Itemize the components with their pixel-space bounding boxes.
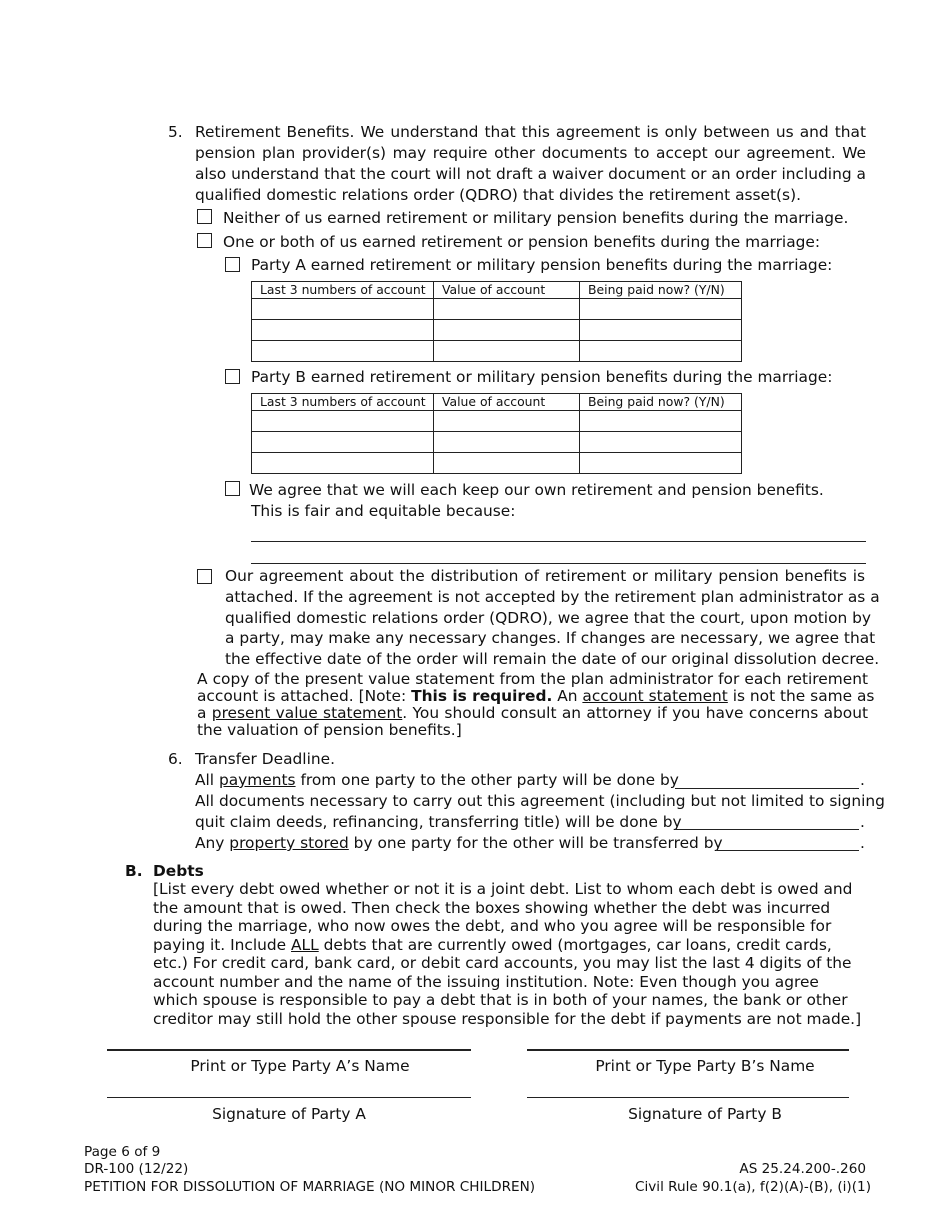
table-cell[interactable] bbox=[580, 453, 742, 474]
column-header: Last 3 numbers of account bbox=[252, 282, 434, 299]
party-a-name-line[interactable] bbox=[107, 1049, 471, 1051]
checkbox-one-or-both-earned[interactable] bbox=[197, 233, 212, 248]
note-line bbox=[197, 705, 868, 722]
party-a-signature-caption: Signature of Party A bbox=[212, 1105, 366, 1123]
section-5-text-line: pension plan provider(s) may require other documents to accept our agreement. We bbox=[195, 144, 866, 162]
column-header: Value of account bbox=[434, 282, 580, 299]
period: . bbox=[860, 834, 865, 852]
agreement-text-line: qualified domestic relations order (QDRO), we agree that the court, upon motion by bbox=[225, 609, 872, 627]
property-deadline-line bbox=[195, 833, 723, 854]
table-row bbox=[252, 320, 742, 341]
note-line: A copy of the present value statement from the plan administrator for each retirement bbox=[197, 670, 868, 688]
option-party-b-label: Party B earned retirement or military pension benefits during the marriage: bbox=[251, 368, 833, 386]
party-b-accounts-table bbox=[251, 393, 742, 474]
agreement-text-line: Our agreement about the distribution of retirement or military pension benefits is bbox=[225, 567, 865, 585]
note-text: a bbox=[197, 704, 212, 722]
present-value-statement-link[interactable]: present value statement bbox=[211, 704, 403, 722]
table-cell[interactable] bbox=[434, 411, 580, 432]
debts-instruction-line: [List every debt owed whether or not it is a joint debt. List to whom each debt is owed and bbox=[153, 880, 853, 898]
note-line: the valuation of pension benefits.] bbox=[197, 721, 462, 739]
column-header: Being paid now? (Y/N) bbox=[580, 394, 742, 411]
option-neither-earned-label: Neither of us earned retirement or military pension benefits during the marriage. bbox=[223, 209, 849, 227]
section-6-number: 6. bbox=[168, 750, 183, 768]
account-statement-link[interactable]: account statement bbox=[582, 687, 728, 705]
debts-instruction-line: which spouse is responsible to pay a debt that is in both of your names, the bank or other bbox=[153, 991, 848, 1009]
table-cell[interactable] bbox=[580, 411, 742, 432]
section-b-letter: B. bbox=[125, 862, 143, 880]
table-row bbox=[252, 432, 742, 453]
table-cell[interactable] bbox=[580, 320, 742, 341]
payments-deadline-line bbox=[195, 770, 679, 791]
checkbox-party-a-earned[interactable] bbox=[225, 257, 240, 272]
option-one-or-both-label: One or both of us earned retirement or pension benefits during the marriage: bbox=[223, 233, 821, 251]
party-b-signature-caption: Signature of Party B bbox=[628, 1105, 782, 1123]
table-row bbox=[252, 341, 742, 362]
note-text: An bbox=[552, 687, 583, 705]
table-cell[interactable] bbox=[252, 341, 434, 362]
all-emphasis: ALL bbox=[291, 936, 319, 954]
column-header: Value of account bbox=[434, 394, 580, 411]
property-deadline-field[interactable] bbox=[717, 850, 859, 851]
fair-reason-line-2[interactable] bbox=[251, 563, 866, 564]
debts-instruction-line: during the marriage, who now owes the debt, and who you agree will be responsible for bbox=[153, 917, 832, 935]
table-row bbox=[252, 453, 742, 474]
debts-instruction-line: creditor may still hold the other spouse responsible for the debt if payments are not made.] bbox=[153, 1010, 862, 1028]
fair-reason-line-1[interactable] bbox=[251, 541, 866, 542]
period: . bbox=[860, 813, 865, 831]
footer-statute: AS 25.24.200-.260 bbox=[739, 1161, 866, 1177]
table-cell[interactable] bbox=[252, 299, 434, 320]
table-row bbox=[252, 411, 742, 432]
party-a-accounts-table bbox=[251, 281, 742, 362]
deadline-text: by one party for the other will be transferred by bbox=[348, 834, 723, 852]
table-cell[interactable] bbox=[580, 299, 742, 320]
debts-instruction-line: account number and the name of the issuing institution. Note: Even though you agree bbox=[153, 973, 819, 991]
table-cell[interactable] bbox=[580, 341, 742, 362]
note-text: . You should consult an attorney if you have concerns about bbox=[402, 704, 868, 722]
footer-form-id: DR-100 (12/22) bbox=[84, 1161, 189, 1177]
table-cell[interactable] bbox=[434, 341, 580, 362]
agreement-text-line: attached. If the agreement is not accepted by the retirement plan administrator as a bbox=[225, 588, 880, 606]
note-required-text: This is required. bbox=[411, 687, 553, 705]
debts-instruction-line: etc.) For credit card, bank card, or debit card accounts, you may list the last 4 digits of the bbox=[153, 954, 852, 972]
property-stored-link[interactable]: property stored bbox=[229, 834, 349, 852]
party-a-signature-line[interactable] bbox=[107, 1097, 471, 1098]
table-cell[interactable] bbox=[252, 320, 434, 341]
option-keep-own-label: We agree that we will each keep our own retirement and pension benefits. bbox=[249, 481, 824, 499]
payments-link[interactable]: payments bbox=[218, 771, 296, 789]
table-cell[interactable] bbox=[434, 299, 580, 320]
option-party-a-label: Party A earned retirement or military pension benefits during the marriage: bbox=[251, 256, 833, 274]
section-5-text-line: Retirement Benefits. We understand that this agreement is only between us and that bbox=[195, 123, 866, 141]
documents-deadline-field[interactable] bbox=[675, 829, 859, 830]
deadline-text: from one party to the other party will be done by bbox=[295, 771, 679, 789]
column-header: Last 3 numbers of account bbox=[252, 394, 434, 411]
deadline-text: All bbox=[195, 771, 219, 789]
debts-instruction-line: the amount that is owed. Then check the boxes showing whether the debt was incurred bbox=[153, 899, 831, 917]
section-5-number: 5. bbox=[168, 123, 183, 141]
table-cell[interactable] bbox=[252, 432, 434, 453]
footer-form-title: PETITION FOR DISSOLUTION OF MARRIAGE (NO MINOR CHILDREN) bbox=[84, 1179, 536, 1195]
documents-deadline-line: All documents necessary to carry out this agreement (including but not limited to signing bbox=[195, 792, 885, 810]
table-cell[interactable] bbox=[434, 453, 580, 474]
footer-civil-rule: Civil Rule 90.1(a), f(2)(A)-(B), (i)(1) bbox=[634, 1179, 871, 1195]
table-cell[interactable] bbox=[434, 320, 580, 341]
checkbox-neither-earned[interactable] bbox=[197, 209, 212, 224]
column-header: Being paid now? (Y/N) bbox=[580, 282, 742, 299]
documents-deadline-line: quit claim deeds, refinancing, transferring title) will be done by bbox=[195, 813, 682, 831]
option-keep-own-reason-label: This is fair and equitable because: bbox=[251, 502, 516, 520]
note-line bbox=[197, 687, 875, 705]
checkbox-party-b-earned[interactable] bbox=[225, 369, 240, 384]
party-b-name-caption: Print or Type Party B’s Name bbox=[595, 1057, 815, 1075]
note-text: account is attached. [Note: bbox=[197, 687, 412, 705]
agreement-text-line: a party, may make any necessary changes. If changes are necessary, we agree that bbox=[225, 629, 876, 647]
table-cell[interactable] bbox=[252, 411, 434, 432]
party-b-signature-line[interactable] bbox=[527, 1097, 849, 1098]
deadline-text: Any bbox=[195, 834, 230, 852]
agreement-text-line: the effective date of the order will remain the date of our original dissolution decree. bbox=[225, 650, 880, 668]
party-a-name-caption: Print or Type Party A’s Name bbox=[190, 1057, 410, 1075]
payments-deadline-field[interactable] bbox=[675, 788, 859, 789]
period: . bbox=[860, 771, 865, 789]
section-5-text-line: qualified domestic relations order (QDRO) that divides the retirement asset(s). bbox=[195, 186, 801, 204]
section-b-title: Debts bbox=[153, 862, 204, 880]
debts-text: paying it. Include bbox=[153, 936, 292, 954]
table-cell[interactable] bbox=[580, 432, 742, 453]
note-text: is not the same as bbox=[727, 687, 875, 705]
table-cell[interactable] bbox=[434, 432, 580, 453]
checkbox-agreement-attached[interactable] bbox=[197, 569, 212, 584]
footer-page-number: Page 6 of 9 bbox=[84, 1144, 161, 1160]
checkbox-keep-own-benefits[interactable] bbox=[225, 481, 240, 496]
party-b-name-line[interactable] bbox=[527, 1049, 849, 1051]
section-6-title: Transfer Deadline. bbox=[195, 750, 335, 768]
debts-text: debts that are currently owed (mortgages, car loans, credit cards, bbox=[318, 936, 832, 954]
table-cell[interactable] bbox=[252, 453, 434, 474]
table-row bbox=[252, 299, 742, 320]
debts-instruction-line bbox=[153, 936, 832, 955]
section-5-text-line: also understand that the court will not draft a waiver document or an order including a bbox=[195, 165, 866, 183]
